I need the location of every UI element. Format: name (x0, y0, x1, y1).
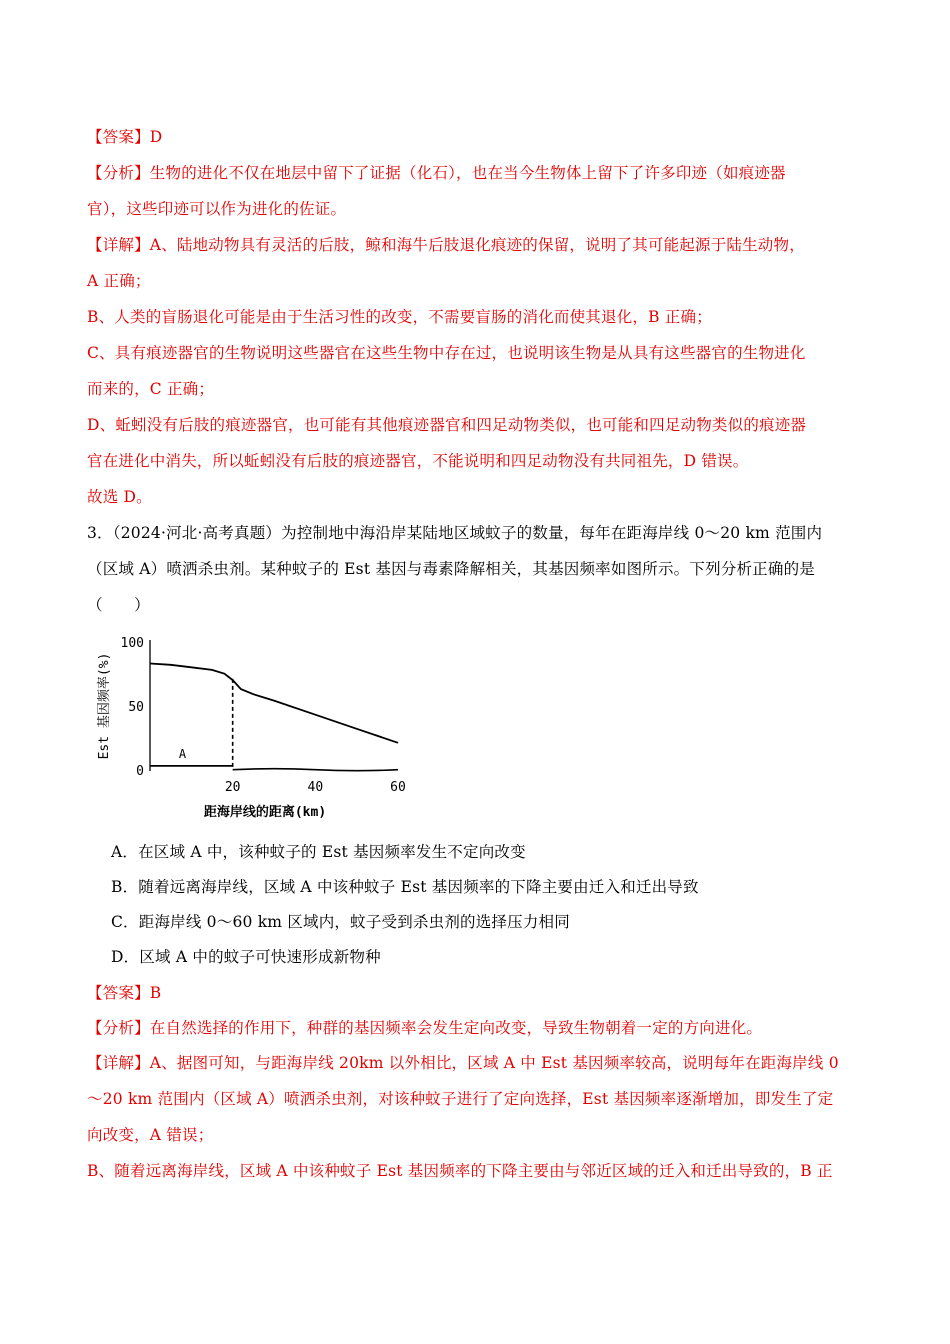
x-tick-label: 60 (390, 780, 406, 795)
detail-text-1c: B、人类的盲肠退化可能是由于生活习性的改变，不需要盲肠的消化而使其退化，B 正确； (87, 308, 712, 326)
x-tick-label: 40 (307, 780, 324, 795)
detail-text-1b: A 正确； (87, 272, 151, 290)
detail-text-1g: 官在进化中消失，所以蚯蚓没有后肢的痕迹器官，不能说明和四足动物没有共同祖先，D 错误。 (87, 452, 749, 470)
x-axis-label: 距海岸线的距离(km) (203, 805, 327, 820)
detail-text-1a: 【详解】A、陆地动物具有灵活的后肢，鲸和海牛后肢退化痕迹的保留，说明了其可能起源于陆生动物， (87, 236, 805, 254)
y-tick-labels (121, 636, 144, 779)
y-tick-label: 50 (128, 700, 144, 715)
analysis-text-1b: 官），这些印迹可以作为进化的佐证。 (87, 200, 347, 218)
option-b[interactable]: B．随着远离海岸线，区域 A 中该种蚊子 Est 基因频率的下降主要由迁入和迁出导致 (111, 878, 699, 896)
detail-text-2a: 【详解】A、据图可知，与距海岸线 20km 以外相比，区域 A 中 Est 基因频率较高，说明每年在距海岸线 0 (87, 1054, 839, 1072)
question-stem-2: （区域 A）喷洒杀虫剂。某种蚊子的 Est 基因与毒素降解相关，其基因频率如图所示。下列分析正确的是 (87, 560, 815, 578)
y-axis-label: Est 基因频率(%) (97, 652, 112, 760)
detail-text-2b: ～20 km 范围内（区域 A）喷洒杀虫剂，对该种蚊子进行了定向选择，Est 基因频率逐渐增加，即发生了定 (87, 1090, 834, 1108)
x-tick-labels (225, 780, 406, 795)
analysis-text-2: 【分析】在自然选择的作用下，种群的基因频率会发生定向改变，导致生物朝着一定的方向进化。 (87, 1019, 763, 1037)
region-a-label: A (178, 747, 187, 762)
detail-text-2d: B、随着远离海岸线，区域 A 中该种蚊子 Est 基因频率的下降主要由与邻近区域的迁入和迁出导致的，B 正 (87, 1162, 833, 1180)
detail-text-1d: C、具有痕迹器官的生物说明这些器官在这些生物中存在过，也说明该生物是从具有这些器官的生物进化 (87, 344, 806, 362)
baseline-line (233, 769, 398, 771)
detail-text-2c: 向改变，A 错误； (87, 1126, 214, 1144)
question-stem-1: 3．（2024·河北·高考真题）为控制地中海沿岸某陆地区域蚊子的数量，每年在距海岸线 0～20 km 范围内 (87, 524, 823, 542)
y-tick-label: 100 (120, 636, 144, 651)
detail-text-1f: D、蚯蚓没有后肢的痕迹器官，也可能有其他痕迹器官和四足动物类似，也可能和四足动物类似的痕迹器 (87, 416, 807, 434)
answer-label-2: 【答案】B (87, 984, 162, 1002)
analysis-text-1a: 【分析】生物的进化不仅在地层中留下了证据（化石），也在当今生物体上留下了许多印迹（如痕迹器 (87, 164, 786, 182)
gene-frequency-chart (90, 628, 420, 828)
conclusion-text-1: 故选 D。 (87, 488, 152, 506)
y-tick-label: 0 (136, 764, 144, 779)
est-frequency-curve (150, 664, 398, 743)
option-a[interactable]: A．在区域 A 中，该种蚊子的 Est 基因频率发生不定向改变 (111, 843, 526, 861)
option-d[interactable]: D．区域 A 中的蚊子可快速形成新物种 (111, 948, 381, 966)
answer-label-1: 【答案】D (87, 128, 163, 146)
option-c[interactable]: C．距海岸线 0～60 km 区域内，蚊子受到杀虫剂的选择压力相同 (111, 913, 570, 931)
question-stem-3: （ ） (87, 596, 150, 614)
detail-text-1e: 而来的，C 正确； (87, 380, 215, 398)
x-tick-label: 20 (224, 780, 241, 795)
